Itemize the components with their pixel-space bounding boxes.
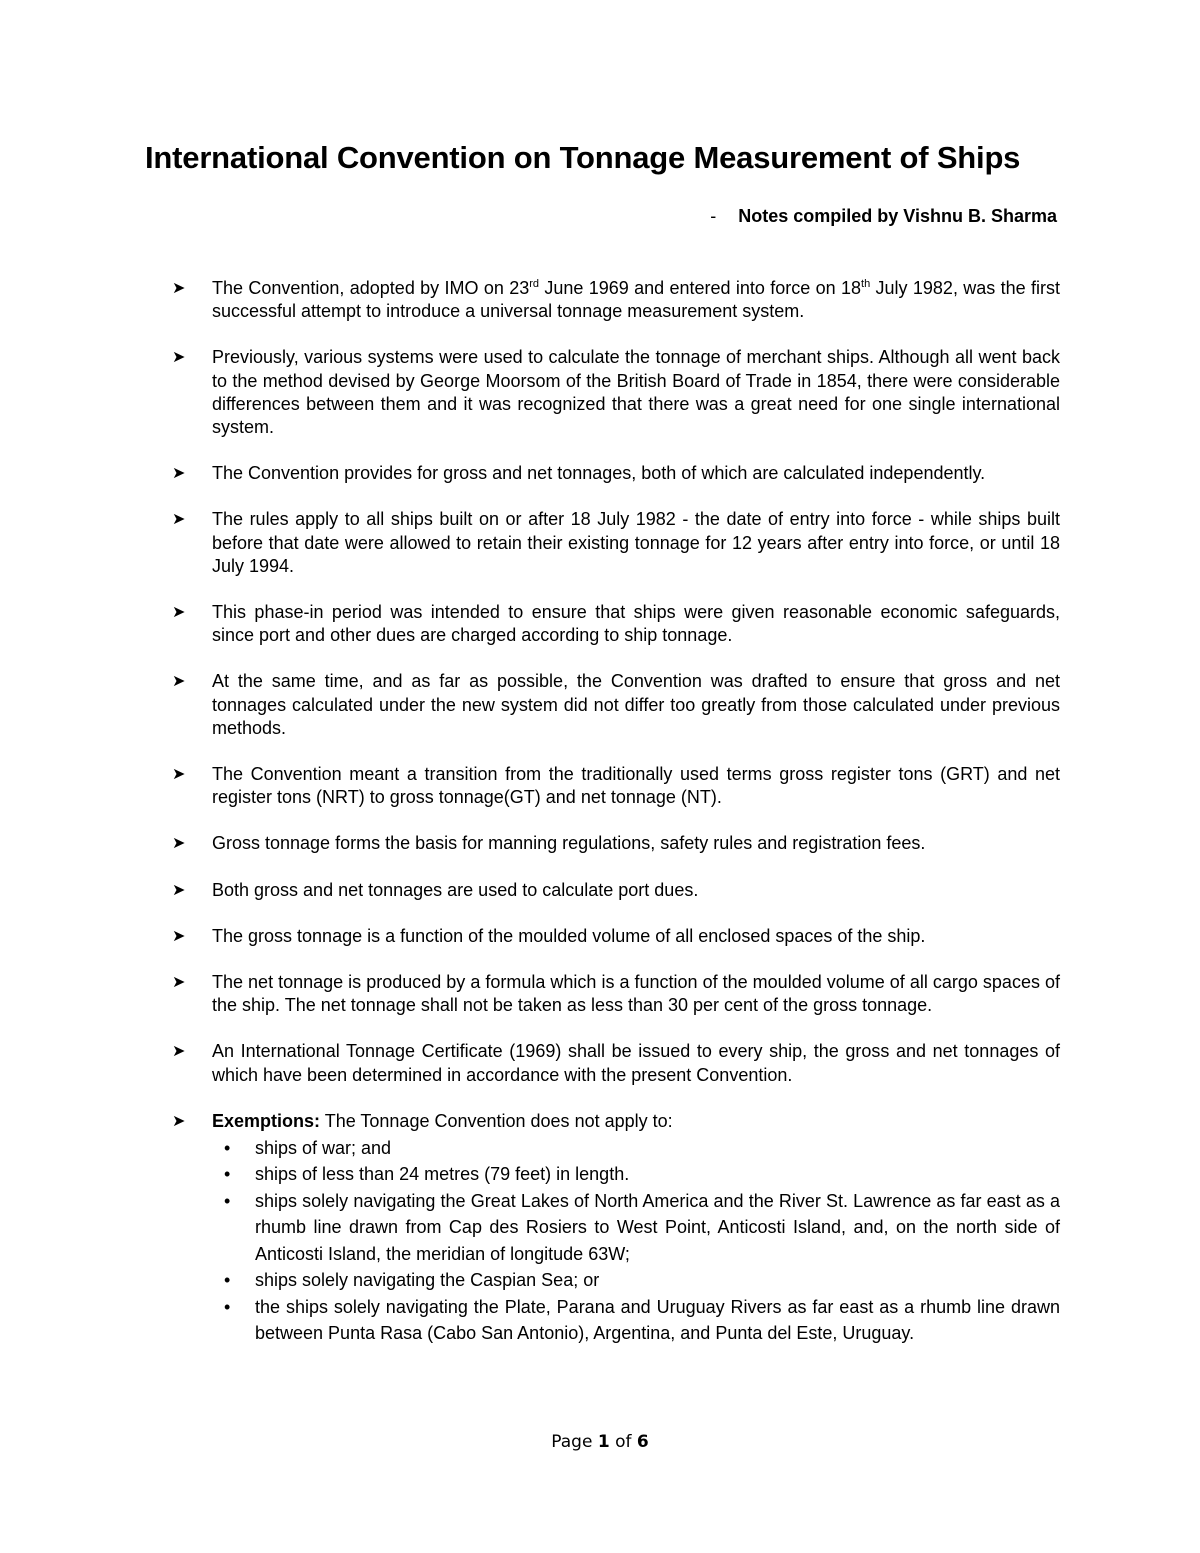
bullet-icon: •: [224, 1164, 231, 1185]
exemption-text: ships solely navigating the Great Lakes of North America and the River St. Lawrence as far east as a rhumb line drawn from Cap des Rosiers to West Point, Anticosti Island, and, on the north side of Anticosti Island, the meridian of longitude 63W;: [255, 1190, 1060, 1264]
exemption-text: ships of war; and: [255, 1138, 392, 1159]
item-text: At the same time, and as far as possible, the Convention was drafted to ensure that gross and net tonnages calculated under the new system did not differ too greatly from those calculated under previous methods.: [212, 671, 1060, 738]
item-text: Both gross and net tonnages are used to calculate port dues.: [212, 879, 699, 900]
attribution-dash: -: [710, 206, 717, 226]
footer-page-word: Page: [551, 1432, 593, 1452]
item-text: Gross tonnage forms the basis for manning regulations, safety rules and registration fees.: [212, 833, 926, 854]
list-item: [172, 508, 1060, 578]
bullet-icon: •: [224, 1138, 231, 1159]
exemption-text: ships of less than 24 metres (79 feet) in length.: [255, 1164, 630, 1185]
arrowhead-icon: ➤: [172, 673, 186, 691]
item-text: An International Tonnage Certificate (1969) shall be issued to every ship, the gross and net tonnages of which have been determined in accordance with the present Convention.: [212, 1041, 1060, 1085]
exemptions-text: The Tonnage Convention does not apply to:: [320, 1110, 673, 1131]
exemption-bullet: [212, 1135, 1060, 1161]
item-text: The Convention provides for gross and net tonnages, both of which are calculated independently.: [212, 463, 986, 484]
arrowhead-icon: ➤: [172, 835, 186, 853]
list-item: [172, 670, 1060, 740]
item-text: The rules apply to all ships built on or after 18 July 1982 - the date of entry into force - while ships built before that date were allowed to retain their existing tonnage for 12 years after entry into force, or until 18 July 1994.: [212, 509, 1060, 576]
footer-page-total: 6: [636, 1432, 649, 1452]
arrowhead-icon: ➤: [172, 511, 186, 529]
exemption-bullet: [212, 1267, 1060, 1293]
arrowhead-icon: ➤: [172, 349, 186, 367]
arrowhead-icon: ➤: [172, 766, 186, 784]
footer-page-number: 1: [597, 1432, 610, 1452]
footer-of-word: of: [615, 1432, 632, 1452]
exemptions-item: [172, 1110, 1060, 1346]
bullet-icon: •: [224, 1270, 231, 1291]
item-text-post: July 1982, was the first successful attempt to introduce a universal tonnage measurement system.: [212, 278, 1060, 322]
list-item: [172, 832, 1060, 855]
exemption-bullet: [212, 1161, 1060, 1187]
list-item: [172, 277, 1060, 323]
exemption-bullet: [212, 1294, 1060, 1347]
bullet-icon: •: [224, 1190, 231, 1211]
item-text: The gross tonnage is a function of the moulded volume of all enclosed spaces of the ship.: [212, 925, 926, 946]
list-item: [172, 879, 1060, 902]
arrowhead-icon: ➤: [172, 927, 186, 945]
bullet-icon: •: [224, 1296, 231, 1317]
arrowhead-icon: ➤: [172, 974, 186, 992]
arrowhead-icon: ➤: [172, 1112, 186, 1130]
item-text: Previously, various systems were used to calculate the tonnage of merchant ships. Although all went back to the method devised by George Moorsom of the British Board of Trade in 1854, there were considerable differences between them and it was recognized that there was a great need for one single international system.: [212, 347, 1060, 438]
item-text: This phase-in period was intended to ensure that ships were given reasonable economic safeguards, since port and other dues are charged according to ship tonnage.: [212, 602, 1060, 646]
arrowhead-icon: ➤: [172, 881, 186, 899]
notes-list: [172, 277, 1060, 1369]
exemption-text: ships solely navigating the Caspian Sea; or: [255, 1270, 600, 1291]
list-item: [172, 601, 1060, 647]
attribution: [710, 206, 1057, 227]
arrowhead-icon: ➤: [172, 280, 186, 297]
superscript: rd: [529, 278, 540, 290]
list-item: [172, 462, 1060, 485]
exemptions-list: [212, 1135, 1060, 1346]
item-text: The net tonnage is produced by a formula which is a function of the moulded volume of all cargo spaces of the ship. The net tonnage shall not be taken as less than 30 per cent of the gross tonnage.: [212, 972, 1060, 1016]
page-title: International Convention on Tonnage Measurement of Ships: [145, 140, 1021, 175]
arrowhead-icon: ➤: [172, 604, 186, 622]
superscript: th: [861, 278, 871, 290]
item-text-pre: The Convention, adopted by IMO on 23: [212, 278, 530, 298]
list-item: [172, 346, 1060, 439]
list-item: [172, 925, 1060, 948]
exemptions-label: Exemptions:: [212, 1110, 321, 1131]
exemption-bullet: [212, 1188, 1060, 1267]
list-item: [172, 763, 1060, 809]
arrowhead-icon: ➤: [172, 1043, 186, 1061]
exemption-text: the ships solely navigating the Plate, Parana and Uruguay Rivers as far east as a rhumb line drawn between Punta Rasa (Cabo San Antonio), Argentina, and Punta del Este, Uruguay.: [255, 1296, 1060, 1343]
arrowhead-icon: ➤: [172, 465, 186, 483]
item-text-mid: June 1969 and entered into force on 18: [539, 278, 862, 298]
item-text: The Convention meant a transition from the traditionally used terms gross register tons (GRT) and net register tons (NRT) to gross tonnage(GT) and net tonnage (NT).: [212, 764, 1060, 808]
list-item: [172, 1040, 1060, 1086]
page-footer: [0, 1432, 1200, 1452]
list-item: [172, 971, 1060, 1017]
attribution-text: Notes compiled by Vishnu B. Sharma: [738, 206, 1057, 226]
